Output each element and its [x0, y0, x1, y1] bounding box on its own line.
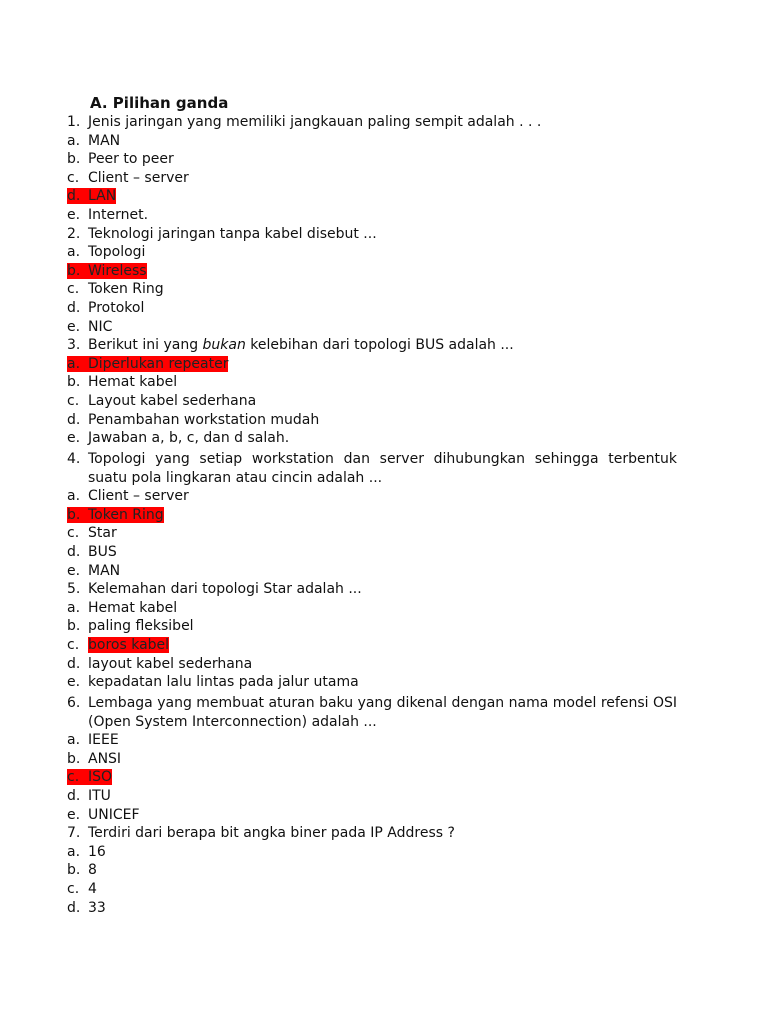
- option-7b: [67, 861, 677, 880]
- option-marker: b.: [67, 151, 81, 168]
- option-1b: [67, 150, 677, 169]
- option-marker: d.: [67, 411, 81, 428]
- option-text: Token Ring: [88, 506, 164, 523]
- option-4b-answer: [67, 506, 677, 525]
- option-text: Star: [88, 525, 117, 542]
- question-number: 1.: [67, 114, 81, 130]
- question-text: Jenis jaringan yang memiliki jangkauan paling sempit adalah . . .: [88, 114, 542, 130]
- option-marker: d.: [67, 188, 81, 205]
- question-number: 3.: [67, 337, 81, 354]
- option-marker: c.: [67, 393, 80, 409]
- option-marker: e.: [67, 674, 81, 691]
- option-marker: e.: [67, 318, 81, 335]
- option-3d: [67, 411, 677, 430]
- option-text: Internet.: [88, 207, 149, 223]
- option-marker: e.: [67, 207, 81, 223]
- option-text: boros kabel: [88, 637, 170, 653]
- option-marker: b.: [67, 618, 81, 635]
- option-text: MAN: [88, 132, 121, 149]
- option-text: Wireless: [88, 262, 147, 279]
- question-number: 7.: [67, 825, 81, 842]
- option-marker: a.: [67, 488, 81, 505]
- option-marker: e.: [67, 806, 81, 823]
- option-text: Client – server: [88, 488, 189, 505]
- option-marker: e.: [67, 430, 81, 447]
- option-text: UNICEF: [88, 806, 140, 823]
- option-2c: [67, 280, 677, 299]
- option-7a: [67, 843, 677, 862]
- option-marker: c.: [67, 169, 80, 186]
- option-marker: b.: [67, 506, 81, 523]
- question-4: [67, 450, 677, 487]
- option-7c: [67, 880, 677, 899]
- option-3c: [67, 392, 677, 411]
- option-1d-answer: [67, 187, 677, 206]
- option-marker: b.: [67, 262, 81, 279]
- option-text: Jawaban a, b, c, dan d salah.: [88, 430, 290, 447]
- question-text: Terdiri dari berapa bit angka biner pada IP Address ?: [88, 825, 455, 842]
- question-text-start: Berikut ini yang: [88, 337, 203, 354]
- option-3b: [67, 373, 677, 392]
- option-5b: [67, 617, 677, 636]
- option-3a-answer: [67, 355, 677, 374]
- question-6: [67, 694, 677, 731]
- option-text: kepadatan lalu lintas pada jalur utama: [88, 674, 359, 691]
- question-text: Topologi yang setiap workstation dan server dihubungkan sehingga terbentuk suatu pola lingkaran atau cincin adalah ...: [88, 451, 677, 486]
- option-marker: c.: [67, 281, 80, 298]
- option-4d: [67, 543, 677, 562]
- option-text: Hemat kabel: [88, 374, 178, 391]
- option-text: IEEE: [88, 732, 119, 749]
- question-text-end: kelebihan dari topologi BUS adalah ...: [245, 337, 514, 354]
- question-text: Lembaga yang membuat aturan baku yang dikenal dengan nama model refensi OSI (Open System Interconnection) adalah ...: [88, 695, 677, 730]
- section-heading: A. Pilihan ganda: [90, 94, 229, 112]
- question-number: 5.: [67, 581, 81, 598]
- option-4c: [67, 524, 677, 543]
- option-text: 4: [88, 881, 97, 897]
- question-2: [67, 225, 677, 244]
- question-1: [67, 113, 677, 132]
- option-text: ANSI: [88, 750, 122, 767]
- option-6a: [67, 731, 677, 750]
- question-text: Teknologi jaringan tanpa kabel disebut ...: [88, 225, 377, 242]
- option-marker: a.: [67, 732, 81, 749]
- option-text: ITU: [88, 788, 111, 804]
- question-7: [67, 824, 677, 843]
- option-marker: a.: [67, 843, 81, 860]
- option-2e: [67, 318, 677, 337]
- option-marker: d.: [67, 300, 81, 316]
- option-5e: [67, 673, 677, 692]
- option-2d: [67, 299, 677, 318]
- option-text: NIC: [88, 318, 113, 335]
- option-7d: [67, 899, 677, 918]
- option-3e: [67, 429, 677, 448]
- option-text: Penambahan workstation mudah: [88, 411, 320, 428]
- option-5a: [67, 599, 677, 618]
- option-text: ISO: [88, 769, 113, 786]
- option-marker: a.: [67, 132, 81, 149]
- option-text: 16: [88, 843, 106, 860]
- question-text: Kelemahan dari topologi Star adalah ...: [88, 581, 362, 598]
- option-6e: [67, 806, 677, 825]
- question-number: 6.: [67, 695, 81, 711]
- option-text: Peer to peer: [88, 151, 174, 168]
- option-text: 33: [88, 899, 106, 916]
- option-marker: d.: [67, 899, 81, 916]
- option-1e: [67, 206, 677, 225]
- option-text: Hemat kabel: [88, 599, 178, 616]
- option-6d: [67, 787, 677, 806]
- option-marker: b.: [67, 750, 81, 767]
- option-5d: [67, 655, 677, 674]
- option-4e: [67, 562, 677, 581]
- option-text: Token Ring: [88, 281, 164, 298]
- option-marker: a.: [67, 599, 81, 616]
- option-marker: d.: [67, 788, 81, 804]
- option-text: MAN: [88, 562, 121, 579]
- option-marker: e.: [67, 562, 81, 579]
- option-marker: c.: [67, 881, 80, 897]
- option-1c: [67, 169, 677, 188]
- option-marker: c.: [67, 637, 80, 653]
- option-marker: c.: [67, 769, 80, 786]
- option-marker: d.: [67, 544, 81, 560]
- option-text: layout kabel sederhana: [88, 655, 253, 672]
- question-3: [67, 336, 677, 355]
- question-number: 2.: [67, 225, 81, 242]
- option-1a: [67, 132, 677, 151]
- option-text: Layout kabel sederhana: [88, 393, 257, 409]
- option-marker: b.: [67, 374, 81, 391]
- question-5: [67, 580, 677, 599]
- option-marker: b.: [67, 862, 81, 879]
- option-text: Client – server: [88, 169, 189, 186]
- option-text: Protokol: [88, 300, 145, 316]
- option-text: Diperlukan repeater: [88, 355, 229, 372]
- option-marker: a.: [67, 355, 81, 372]
- option-2b-answer: [67, 262, 677, 281]
- option-text: BUS: [88, 544, 117, 560]
- option-4a: [67, 487, 677, 506]
- option-text: Topologi: [88, 244, 146, 261]
- option-5c-answer: [67, 636, 677, 655]
- option-marker: c.: [67, 525, 80, 542]
- option-marker: d.: [67, 655, 81, 672]
- option-marker: a.: [67, 244, 81, 261]
- option-2a: [67, 243, 677, 262]
- option-text: LAN: [88, 188, 117, 205]
- option-text: paling fleksibel: [88, 618, 194, 635]
- option-6b: [67, 750, 677, 769]
- question-text-emphasis: bukan: [202, 337, 246, 354]
- option-6c-answer: [67, 768, 677, 787]
- option-text: 8: [88, 862, 97, 879]
- question-number: 4.: [67, 451, 81, 467]
